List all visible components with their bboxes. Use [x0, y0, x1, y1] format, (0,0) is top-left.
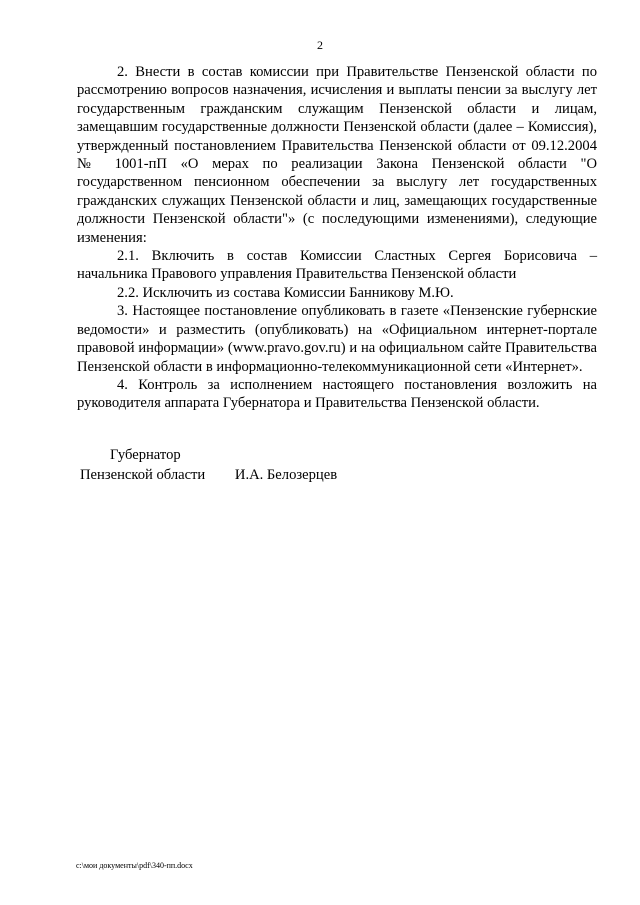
paragraph-2: 2. Внести в состав комиссии при Правительстве Пензенской области по рассмотрению вопросов назначения, исчисления и выплаты пенсии за выслугу лет государственным гражданским служащим Пензенской области и лицам, замещавшим государственные должности Пензенской области (далее – Комиссия), утвержденный постановлением Правительства Пензенской области от 09.12.2004 № 1001-пП «О мерах по реализации Закона Пензенской области "О государственном пенсионном обеспечении за выслугу лет государственных гражданских служащих Пензенской области и лиц, замещающих государственные должности Пензенской области"» (с последующими изменениями), следующие изменения: — [77, 64, 597, 246]
page-number: 2 — [317, 38, 323, 52]
signer-title: Губернатор — [110, 447, 181, 463]
signer-name: И.А. Белозерцев — [234, 467, 338, 483]
signer-region: Пензенской области — [80, 467, 206, 483]
document-body — [77, 63, 597, 413]
paragraph-3: 3. Настоящее постановление опубликовать в газете «Пензенские губернские ведомости» и разместить (опубликовать) на «Официальном интернет-портале правовой информации» (www.pravo.gov.ru) и на официальном сайте Правительства Пензенской области в информационно-телекоммуникационной сети «Интернет». — [77, 303, 597, 375]
footer-file-path: c:\мои документы\pdf\340-пп.docx — [76, 861, 193, 870]
signature-block — [80, 445, 337, 485]
paragraph-2-1: 2.1. Включить в состав Комиссии Сластных Сергея Борисовича – начальника Правового управления Правительства Пензенской области — [77, 248, 597, 283]
paragraph-4: 4. Контроль за исполнением настоящего постановления возложить на руководителя аппарата Губернатора и Правительства Пензенской области. — [77, 376, 597, 412]
paragraph-2-2: 2.2. Исключить из состава Комиссии Банникову М.Ю. — [117, 284, 454, 301]
